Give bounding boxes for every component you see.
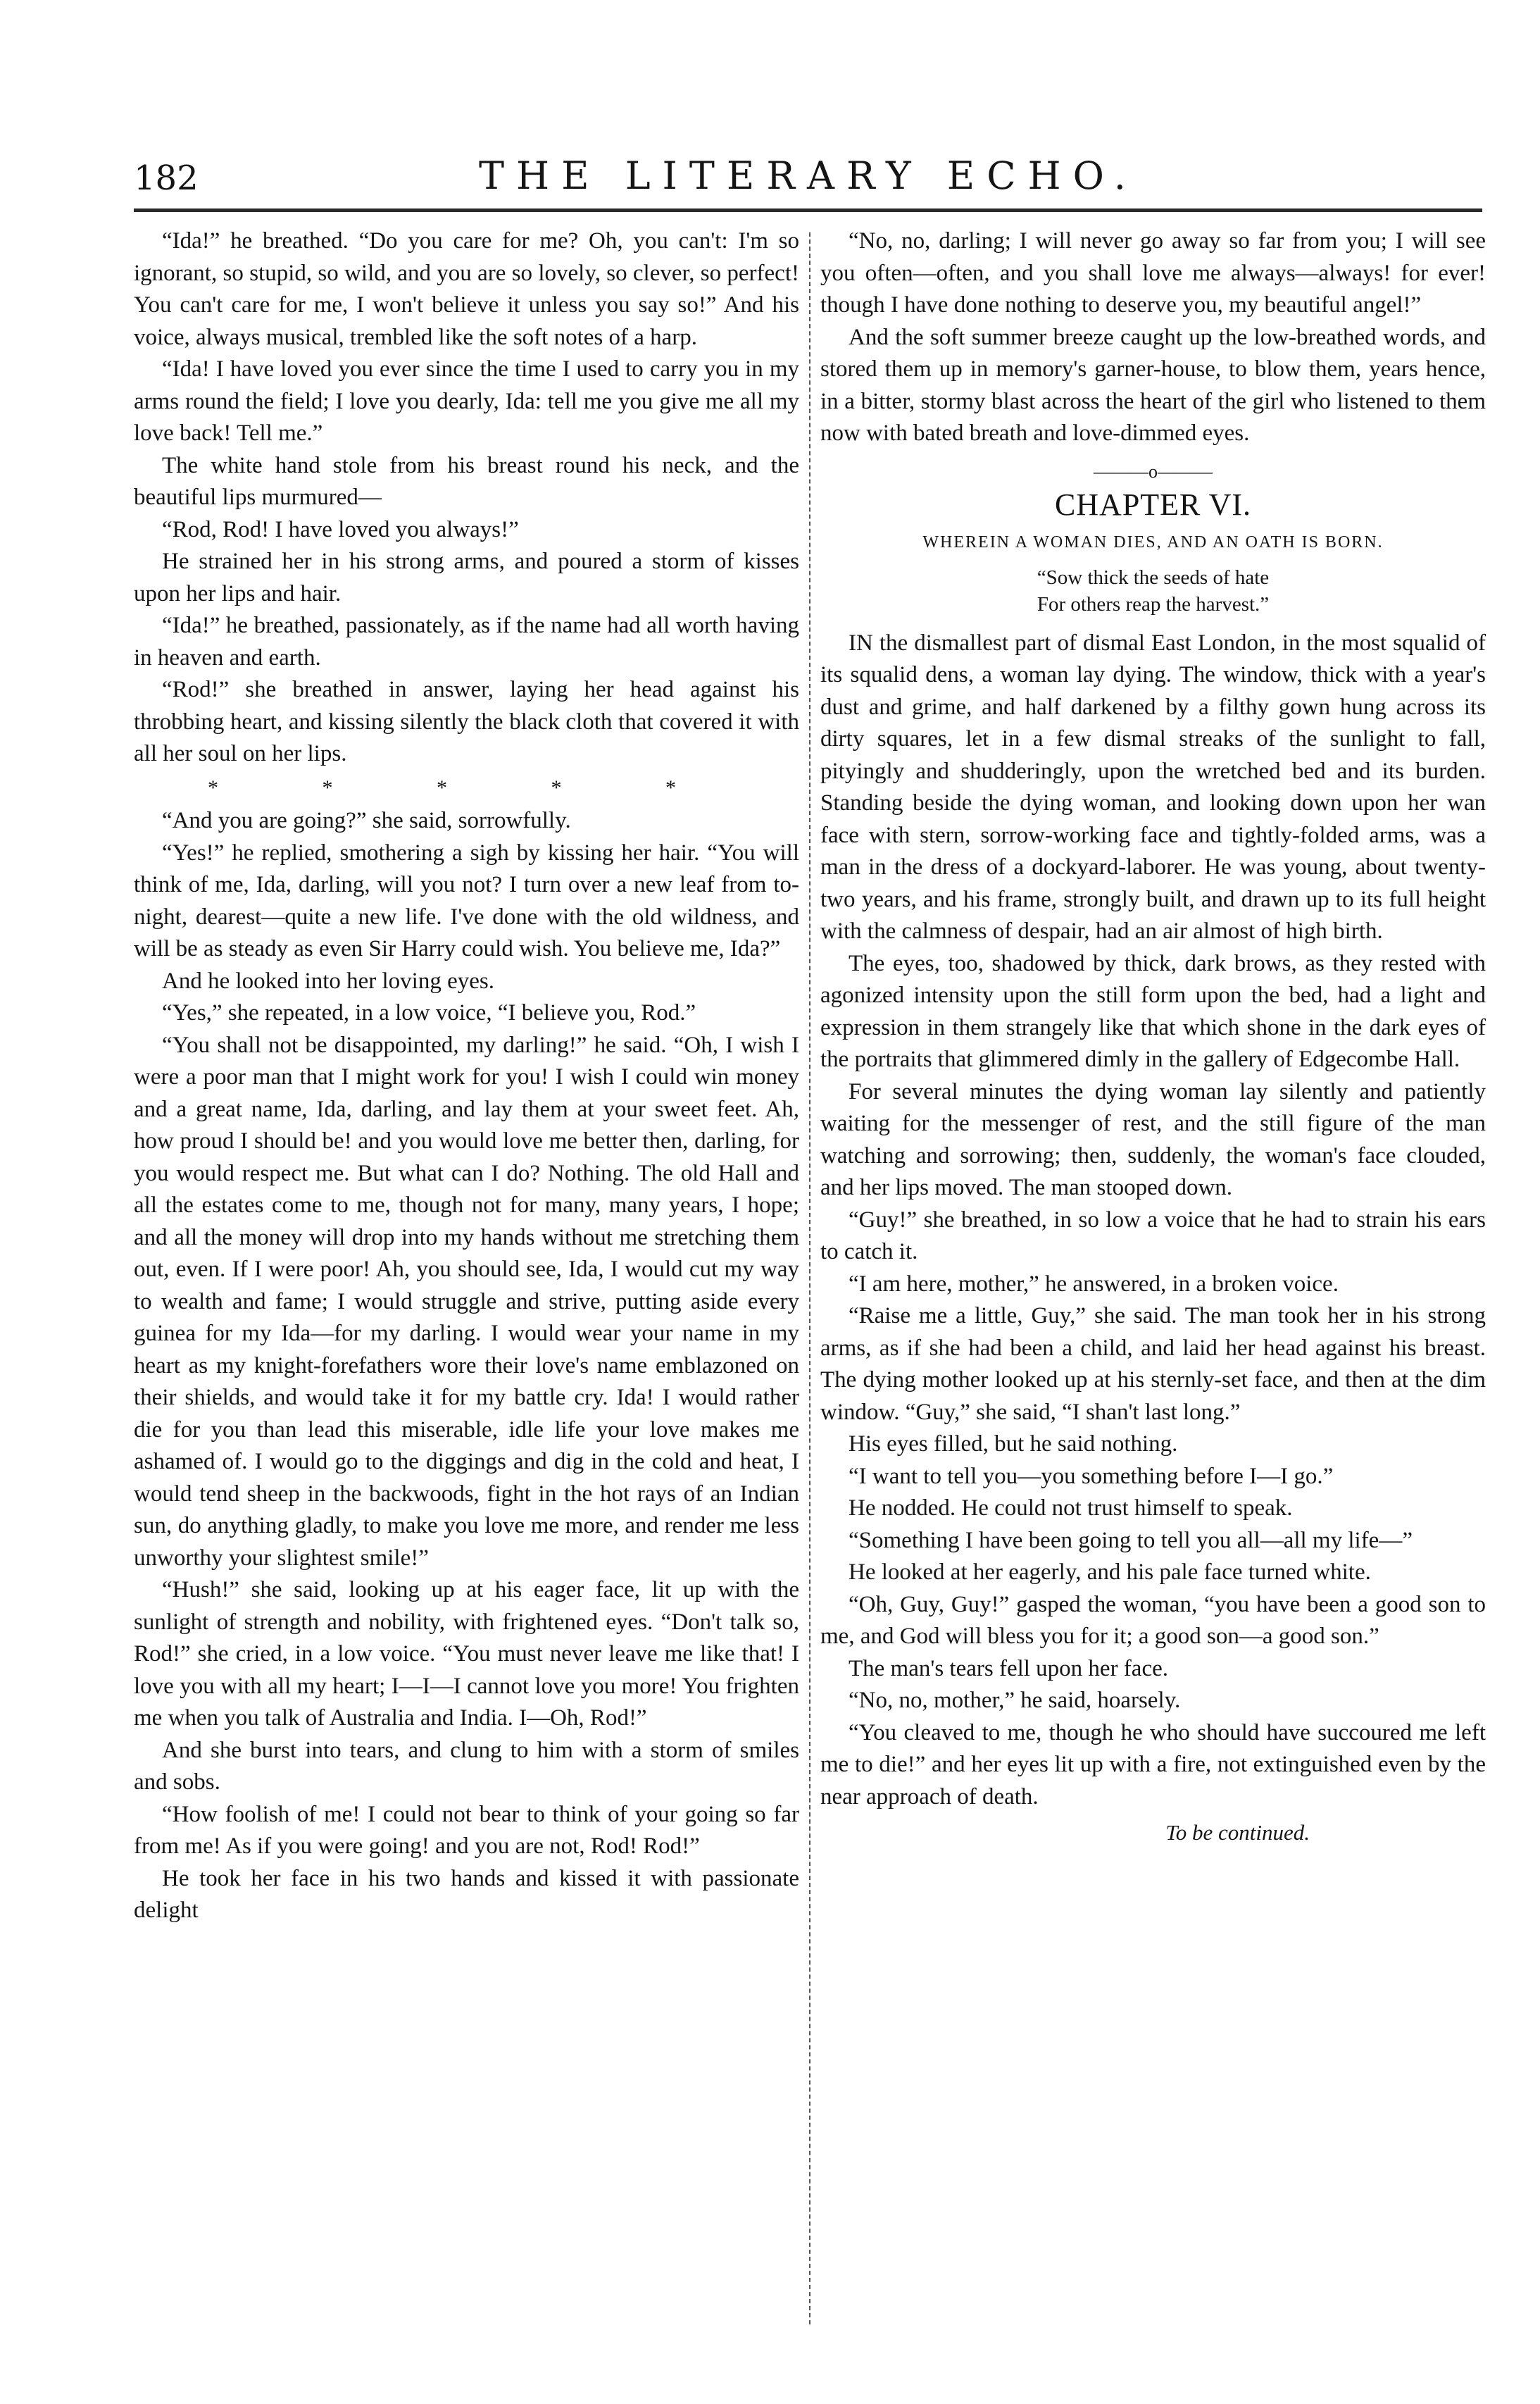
paragraph: “Guy!” she breathed, in so low a voice that he had to strain his ears to catch it. bbox=[820, 1207, 1486, 1264]
paragraph: He strained her in his strong arms, and poured a storm of kisses upon her lips and hair. bbox=[134, 549, 799, 606]
paragraph: And she burst into tears, and clung to him with a storm of smiles and sobs. bbox=[134, 1737, 799, 1795]
epigraph-line: For others reap the harvest.” bbox=[1037, 592, 1270, 616]
paragraph: The white hand stole from his breast round his neck, and the beautiful lips murmured— bbox=[134, 452, 799, 510]
paragraph: He looked at her eagerly, and his pale face turned white. bbox=[849, 1559, 1371, 1585]
header-rule bbox=[134, 208, 1482, 212]
paragraph: “You shall not be disappointed, my darling!” he said. “Oh, I wish I were a poor man that I might work for you! I wish I could win money and a great name, Ida, darling, and lay them at your sweet feet. Ah, how proud I should be! and you would love me better then, darling, for you would respect me. But what can I do? Nothing. The old Hall and all the estates come to me, though not for many, many years, I hope; and all the money will drop into my hands without me stretching them out, even. If I were poor! Ah, you should see, Ida, I would cut my way to wealth and fame; I would struggle and strive, putting aside every guinea for my Ida—for my darling. I would wear your name in my heart as my knight-forefathers wore their love's name emblazoned on their shields, and would take it for my battle cry. Ida! I would rather die for you than lead this miserable, idle life your love makes me ashamed of. I would go to the diggings and dig in the cold and heat, I would tend sheep in the backwoods, fight in the hot rays of an Indian sun, do anything gladly, to make you love me more, and render me less unworthy your slightest smile!” bbox=[134, 1032, 799, 1571]
section-break-stars: * * * * * bbox=[208, 776, 725, 799]
chapter-title: CHAPTER VI. bbox=[1054, 487, 1252, 522]
paragraph: “Raise me a little, Guy,” she said. The man took her in his strong arms, as if she had been a child, and laid her head against his breast. The dying mother looked up at his sternly-set face, and then at the dim window. “Guy,” she said, “I shan't last long.” bbox=[820, 1303, 1486, 1425]
epigraph-line: “Sow thick the seeds of hate bbox=[1037, 566, 1270, 589]
paragraph: IN the dismallest part of dismal East London, in the most squalid of its squalid dens, a woman lay dying. The window, thick with a year's dust and grime, and half darkened by a filthy gown hung across its dirty squares, let in a few dismal streaks of the sunlight to fall, pityingly and shudderingly, upon the wretched bed and its burden. Standing beside the dying woman, and looking down upon her wan face with stern, sorrow-working face and tightly-folded arms, was a man in the dress of a dockyard-laborer. He was young, about twenty-two years, and his frame, strongly built, and drawn up to its full height with the calmness of despair, had an air almost of high birth. bbox=[820, 630, 1486, 944]
paragraph: And the soft summer breeze caught up the low-breathed words, and stored them up in memory's garner-house, to blow them, years hence, in a bitter, stormy blast across the heart of the girl who listened to them now with bated breath and love-dimmed eyes. bbox=[820, 324, 1486, 446]
page-number: 182 bbox=[134, 158, 199, 198]
paragraph: “You cleaved to me, though he who should have succoured me left me to die!” and her eyes lit up with a fire, not extinguished even by the near approach of death. bbox=[820, 1719, 1486, 1810]
paragraph: “Ida!” he breathed. “Do you care for me? Oh, you can't: I'm so ignorant, so stupid, so wild, and you are so lovely, so clever, so perfect! You can't care for me, I won't believe it unless you say so!” And his voice, always musical, trembled like the soft notes of a harp. bbox=[134, 228, 799, 350]
paragraph: “And you are going?” she said, sorrowfully. bbox=[162, 808, 571, 833]
epigraph bbox=[820, 564, 1486, 618]
paragraph: “Oh, Guy, Guy!” gasped the woman, “you have been a good son to me, and God will bless you for it; a good son—a good son.” bbox=[820, 1591, 1486, 1649]
chapter-ornament: ———o——— bbox=[1094, 461, 1213, 482]
masthead-title: THE LITERARY ECHO. bbox=[479, 154, 1138, 198]
paragraph: For several minutes the dying woman lay silently and patiently waiting for the messenger of rest, and the still figure of the man watching and sorrowing; then, suddenly, the woman's face clouded, and her lips moved. The man stooped down. bbox=[820, 1078, 1486, 1200]
paragraph: “Ida!” he breathed, passionately, as if the name had all worth having in heaven and earth. bbox=[134, 613, 799, 671]
paragraph: The eyes, too, shadowed by thick, dark brows, as they rested with agonized intensity upon the still form upon the bed, had a light and expression in them strangely like that which shone in the dark eyes of the portraits that glimmered dimly in the gallery of Edgecombe Hall. bbox=[820, 950, 1486, 1072]
paragraph: “How foolish of me! I could not bear to think of your going so far from me! As if you were going! and you are not, Rod! Rod!” bbox=[134, 1801, 799, 1859]
paragraph: “No, no, mother,” he said, hoarsely. bbox=[849, 1688, 1181, 1713]
paragraph: “Something I have been going to tell you all—all my life—” bbox=[849, 1527, 1413, 1553]
column-divider bbox=[809, 232, 810, 2324]
paragraph: And he looked into her loving eyes. bbox=[162, 968, 494, 994]
paragraph: He took her face in his two hands and kissed it with passionate delight bbox=[134, 1865, 799, 1923]
paragraph: “I want to tell you—you something before I—I go.” bbox=[849, 1463, 1334, 1489]
right-column bbox=[820, 225, 1486, 1845]
paragraph: The man's tears fell upon her face. bbox=[849, 1655, 1168, 1681]
paragraph: “Ida! I have loved you ever since the time I used to carry you in my arms round the field; I love you dearly, Ida: tell me you give me all my love back! Tell me.” bbox=[134, 356, 799, 446]
paragraph: “Yes!” he replied, smothering a sigh by kissing her hair. “You will think of me, Ida, darling, will you not? I turn over a new leaf from to-night, dearest—quite a new life. I've done with the old wildness, and will be as steady as even Sir Harry could wish. You believe me, Ida?” bbox=[134, 840, 799, 961]
paragraph: “I am here, mother,” he answered, in a broken voice. bbox=[849, 1271, 1339, 1297]
paragraph: “Rod!” she breathed in answer, laying her head against his throbbing heart, and kissing silently the black cloth that covered it with all her soul on her lips. bbox=[134, 677, 799, 766]
left-column bbox=[134, 225, 799, 1927]
paragraph: “Yes,” she repeated, in a low voice, “I believe you, Rod.” bbox=[162, 1000, 696, 1026]
paragraph: “No, no, darling; I will never go away so far from you; I will see you often—often, and you shall love me always—always! for ever! though I have done nothing to deserve you, my beautiful angel!” bbox=[820, 228, 1486, 318]
paragraph: He nodded. He could not trust himself to speak. bbox=[849, 1495, 1293, 1521]
chapter-subtitle: WHEREIN A WOMAN DIES, AND AN OATH IS BORN. bbox=[922, 533, 1384, 552]
paragraph: “Rod, Rod! I have loved you always!” bbox=[162, 516, 519, 542]
paragraph: His eyes filled, but he said nothing. bbox=[849, 1431, 1178, 1457]
paragraph: “Hush!” she said, looking up at his eager face, lit up with the sunlight of strength and nobility, with frightened eyes. “Don't talk so, Rod!” she cried, in a low voice. “You must never leave me like that! I love you with all my heart; I—I—I cannot love you more! You frighten me when you talk of Australia and India. I—Oh, Rod!” bbox=[134, 1577, 799, 1731]
to-be-continued: To be continued. bbox=[1165, 1820, 1310, 1845]
